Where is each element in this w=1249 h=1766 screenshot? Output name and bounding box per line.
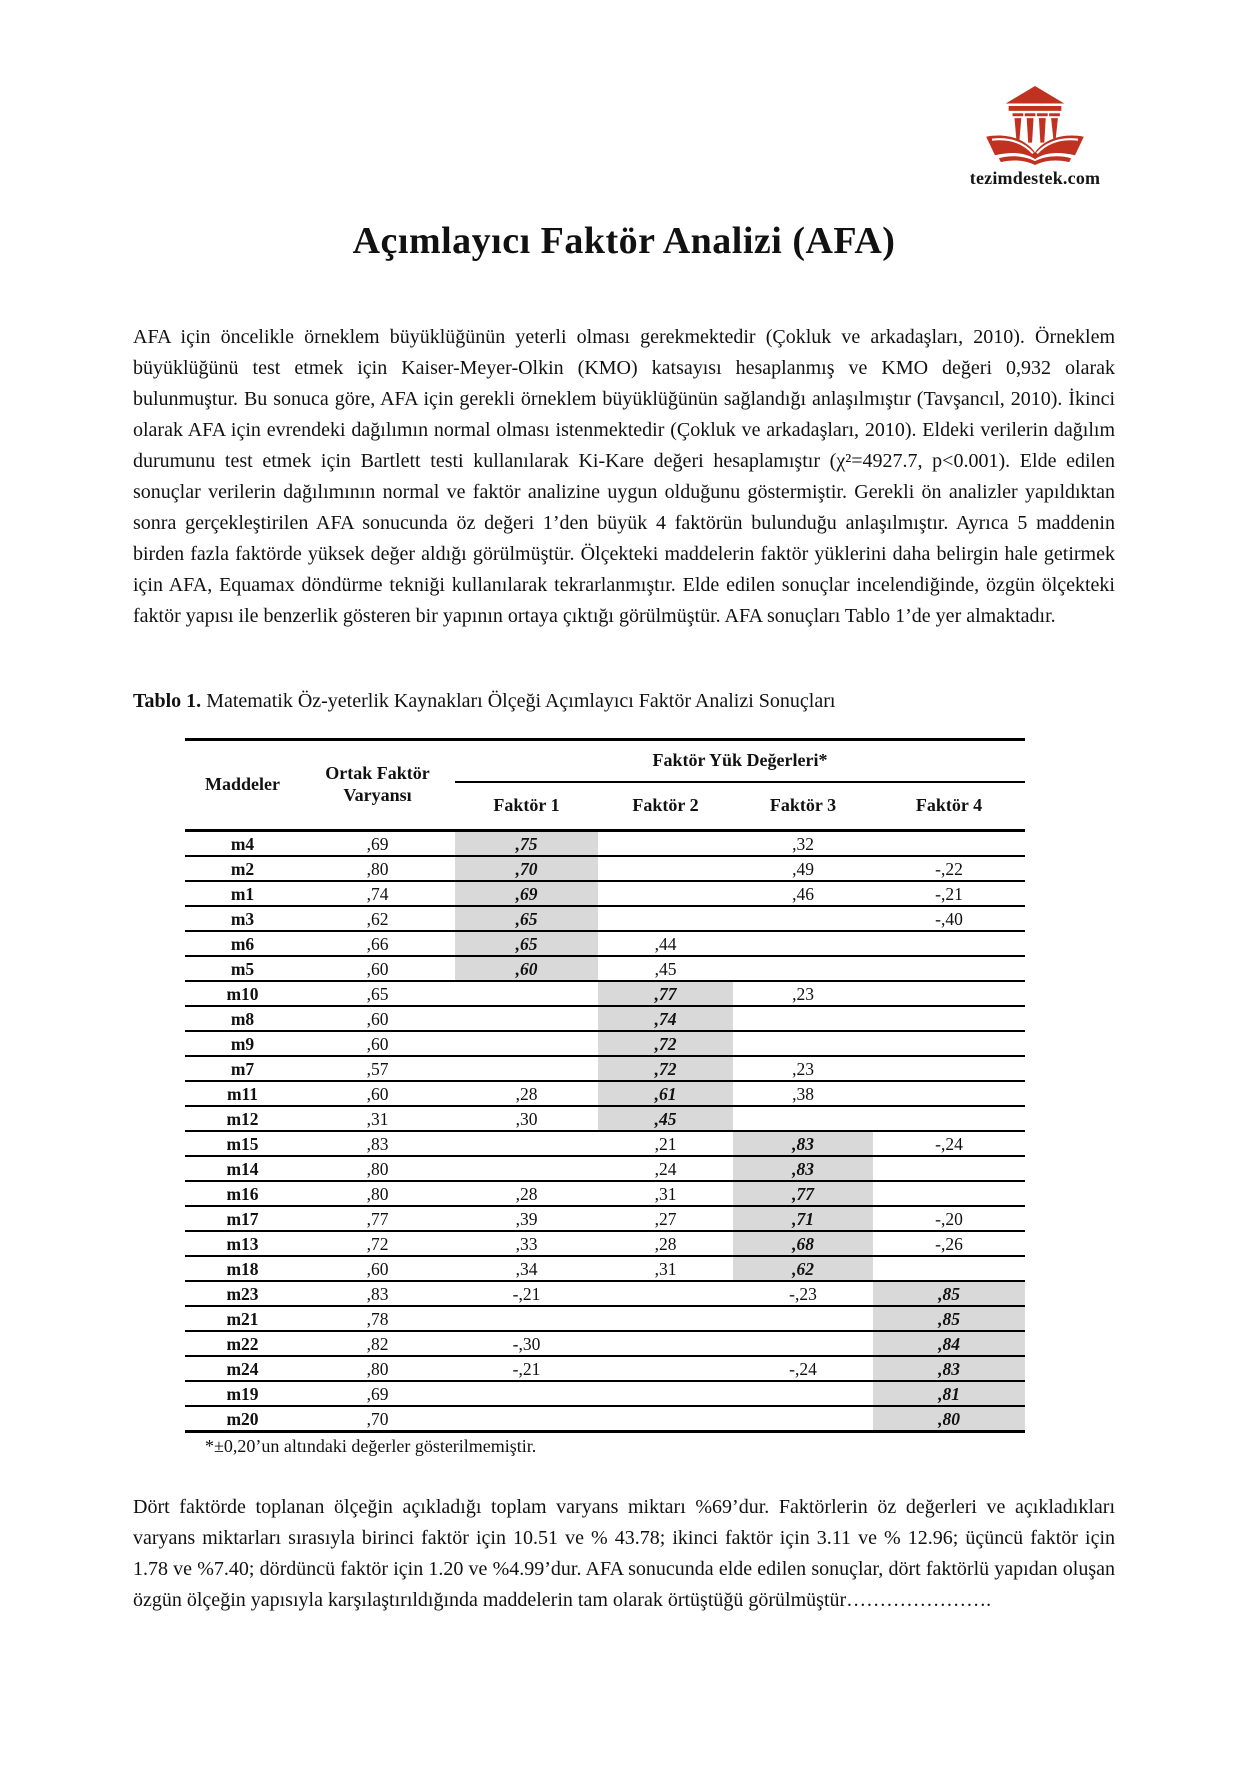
loading-value-cell bbox=[455, 1406, 598, 1432]
loading-value-cell: ,65 bbox=[455, 931, 598, 956]
column-header-maddeler: Maddeler bbox=[185, 740, 300, 831]
loading-value-cell: ,66 bbox=[300, 931, 455, 956]
loading-value-cell: ,27 bbox=[598, 1206, 733, 1231]
item-label-cell: m9 bbox=[185, 1031, 300, 1056]
loading-value-cell bbox=[873, 1056, 1025, 1081]
loading-value-cell: ,83 bbox=[300, 1131, 455, 1156]
table-row bbox=[185, 1056, 1025, 1081]
table-row bbox=[185, 1081, 1025, 1106]
loading-value-cell: ,80 bbox=[300, 1356, 455, 1381]
loading-value-cell: ,28 bbox=[455, 1181, 598, 1206]
table-row bbox=[185, 906, 1025, 931]
loading-value-cell bbox=[873, 1081, 1025, 1106]
loading-value-cell: -,30 bbox=[455, 1331, 598, 1356]
loading-value-cell: -,23 bbox=[733, 1281, 873, 1306]
loading-value-cell: ,62 bbox=[733, 1256, 873, 1281]
loading-value-cell bbox=[873, 1031, 1025, 1056]
item-label-cell: m6 bbox=[185, 931, 300, 956]
loading-value-cell: ,85 bbox=[873, 1281, 1025, 1306]
item-label-cell: m24 bbox=[185, 1356, 300, 1381]
loading-value-cell: ,74 bbox=[598, 1006, 733, 1031]
loading-value-cell: ,62 bbox=[300, 906, 455, 931]
loading-value-cell: ,74 bbox=[300, 881, 455, 906]
item-label-cell: m4 bbox=[185, 831, 300, 857]
table-row bbox=[185, 1031, 1025, 1056]
loading-value-cell: -,21 bbox=[455, 1281, 598, 1306]
loading-value-cell: ,71 bbox=[733, 1206, 873, 1231]
logo-site-name: tezimdestek.com bbox=[969, 168, 1101, 188]
loading-value-cell bbox=[873, 1156, 1025, 1181]
column-header-faktor-1: Faktör 1 bbox=[455, 782, 598, 831]
loading-value-cell: ,34 bbox=[455, 1256, 598, 1281]
item-label-cell: m8 bbox=[185, 1006, 300, 1031]
table-row bbox=[185, 1006, 1025, 1031]
loading-value-cell bbox=[455, 1031, 598, 1056]
loading-value-cell: ,72 bbox=[598, 1031, 733, 1056]
table-row bbox=[185, 956, 1025, 981]
table-caption-label: Tablo 1. bbox=[133, 690, 202, 712]
loading-value-cell: ,61 bbox=[598, 1081, 733, 1106]
item-label-cell: m12 bbox=[185, 1106, 300, 1131]
loading-value-cell: ,44 bbox=[598, 931, 733, 956]
column-header-faktor-3: Faktör 3 bbox=[733, 782, 873, 831]
table-row bbox=[185, 831, 1025, 857]
column-header-faktor-2: Faktör 2 bbox=[598, 782, 733, 831]
loading-value-cell bbox=[733, 1106, 873, 1131]
loading-value-cell: ,85 bbox=[873, 1306, 1025, 1331]
item-label-cell: m2 bbox=[185, 856, 300, 881]
loading-value-cell bbox=[873, 831, 1025, 857]
loading-value-cell: ,69 bbox=[300, 831, 455, 857]
intro-paragraph: AFA için öncelikle örneklem büyüklüğünün yeterli olması gerekmektedir (Çokluk ve arkadaşları, 2010). Örneklem büyüklüğünü test etmek için Kaiser-Meyer-Olkin (KMO) katsayısı hesaplanmış ve KMO değeri 0,932 olarak bulunmuştur. Bu sonuca göre, AFA için gerekli örneklem büyüklüğünün sağlandığı anlaşılmıştır (Tavşancıl, 2010). İkinci olarak AFA için evrendeki dağılımın normal olması istenmektedir (Çokluk ve arkadaşları, 2010). Eldeki verilerin dağılım durumunu test etmek için Bartlett testi kullanılarak Ki-Kare değeri hesaplamıştır (χ²=4927.7, p<0.001). Elde edilen sonuçlar verilerin dağılımının normal ve faktör analizine uygun olduğunu göstermiştir. Gerekli ön analizler yapıldıktan sonra gerçekleştirilen AFA sonucunda öz değeri 1’den büyük 4 faktörün bulunduğu anlaşılmıştır. Ayrıca 5 maddenin birden fazla faktörde yüksek değer aldığı görülmüştür. Ölçekteki maddelerin faktör yüklerini daha belirgin hale getirmek için AFA, Equamax döndürme tekniği kullanılarak tekrarlanmıştır. Elde edilen sonuçlar incelendiğinde, özgün ölçekteki faktör yapısı ile benzerlik gösteren bir yapının ortaya çıktığı görülmüştür. AFA sonuçları Tablo 1’de yer almaktadır. bbox=[133, 326, 1115, 627]
item-label-cell: m23 bbox=[185, 1281, 300, 1306]
loading-value-cell: ,78 bbox=[300, 1306, 455, 1331]
loading-value-cell: -,26 bbox=[873, 1231, 1025, 1256]
table-row bbox=[185, 1406, 1025, 1432]
table-row bbox=[185, 1206, 1025, 1231]
loading-value-cell: ,75 bbox=[455, 831, 598, 857]
table-row bbox=[185, 1356, 1025, 1381]
loading-value-cell: ,31 bbox=[598, 1256, 733, 1281]
loading-value-cell: -,21 bbox=[873, 881, 1025, 906]
item-label-cell: m10 bbox=[185, 981, 300, 1006]
table-row bbox=[185, 1106, 1025, 1131]
table-row bbox=[185, 881, 1025, 906]
item-label-cell: m17 bbox=[185, 1206, 300, 1231]
loading-value-cell bbox=[455, 1056, 598, 1081]
item-label-cell: m19 bbox=[185, 1381, 300, 1406]
loading-value-cell bbox=[733, 1031, 873, 1056]
loading-value-cell: ,46 bbox=[733, 881, 873, 906]
loading-value-cell bbox=[598, 881, 733, 906]
loading-value-cell: ,30 bbox=[455, 1106, 598, 1131]
loading-value-cell: ,65 bbox=[300, 981, 455, 1006]
tezimdestek-logo bbox=[950, 84, 1120, 189]
loading-value-cell: ,38 bbox=[733, 1081, 873, 1106]
loading-value-cell: -,21 bbox=[455, 1356, 598, 1381]
item-label-cell: m21 bbox=[185, 1306, 300, 1331]
loading-value-cell bbox=[455, 1306, 598, 1331]
loading-value-cell: ,83 bbox=[733, 1131, 873, 1156]
loading-value-cell bbox=[873, 1181, 1025, 1206]
loading-value-cell: ,57 bbox=[300, 1056, 455, 1081]
item-label-cell: m3 bbox=[185, 906, 300, 931]
table-footnote: *±0,20’un altındaki değerler gösterilmemiştir. bbox=[205, 1436, 537, 1456]
loading-value-cell bbox=[598, 906, 733, 931]
loading-value-cell: ,82 bbox=[300, 1331, 455, 1356]
afa-table-body bbox=[185, 831, 1025, 1432]
loading-value-cell: ,33 bbox=[455, 1231, 598, 1256]
loading-value-cell: ,60 bbox=[300, 1081, 455, 1106]
loading-value-cell: ,32 bbox=[733, 831, 873, 857]
loading-value-cell bbox=[873, 931, 1025, 956]
loading-value-cell: ,45 bbox=[598, 956, 733, 981]
loading-value-cell: ,83 bbox=[300, 1281, 455, 1306]
loading-value-cell bbox=[873, 956, 1025, 981]
loading-value-cell: ,49 bbox=[733, 856, 873, 881]
loading-value-cell bbox=[873, 981, 1025, 1006]
loading-value-cell: ,80 bbox=[873, 1406, 1025, 1432]
loading-value-cell: ,77 bbox=[598, 981, 733, 1006]
loading-value-cell: -,22 bbox=[873, 856, 1025, 881]
table-row bbox=[185, 1131, 1025, 1156]
loading-value-cell bbox=[598, 1356, 733, 1381]
item-label-cell: m7 bbox=[185, 1056, 300, 1081]
loading-value-cell: ,68 bbox=[733, 1231, 873, 1256]
loading-value-cell: ,70 bbox=[300, 1406, 455, 1432]
afa-results-table bbox=[185, 738, 1025, 1433]
table-row bbox=[185, 1256, 1025, 1281]
loading-value-cell: ,60 bbox=[300, 1256, 455, 1281]
loading-value-cell bbox=[598, 831, 733, 857]
loading-value-cell bbox=[598, 1406, 733, 1432]
loading-value-cell bbox=[598, 1281, 733, 1306]
loading-value-cell: ,69 bbox=[300, 1381, 455, 1406]
table-row bbox=[185, 981, 1025, 1006]
loading-value-cell: ,31 bbox=[598, 1181, 733, 1206]
loading-value-cell bbox=[733, 1006, 873, 1031]
loading-value-cell: ,77 bbox=[300, 1206, 455, 1231]
loading-value-cell: -,20 bbox=[873, 1206, 1025, 1231]
loading-value-cell: ,69 bbox=[455, 881, 598, 906]
loading-value-cell bbox=[733, 931, 873, 956]
loading-value-cell bbox=[733, 906, 873, 931]
table-row bbox=[185, 1381, 1025, 1406]
loading-value-cell: ,23 bbox=[733, 981, 873, 1006]
table-caption bbox=[133, 690, 1115, 713]
loading-value-cell bbox=[598, 1331, 733, 1356]
item-label-cell: m5 bbox=[185, 956, 300, 981]
results-paragraph: Dört faktörde toplanan ölçeğin açıkladığı toplam varyans miktarı %69’dur. Faktörlerin öz değerleri ve açıkladıkları varyans miktarları sırasıyla birinci faktör için 10.51 ve % 43.78; ikinci faktör için 3.11 ve % 12.96; üçüncü faktör için 1.78 ve %7.40; dördüncü faktör için 1.20 ve %4.99’dur. AFA sonucunda elde edilen sonuçlar, dört faktörlü yapıdan oluşan özgün ölçeğin yapısıyla karşılaştırıldığında maddelerin tam olarak örtüştüğü görülmüştür…………………. bbox=[133, 1496, 1115, 1611]
loading-value-cell: ,21 bbox=[598, 1131, 733, 1156]
loading-value-cell bbox=[733, 1406, 873, 1432]
loading-value-cell: ,60 bbox=[300, 1006, 455, 1031]
loading-value-cell bbox=[455, 1381, 598, 1406]
loading-value-cell: ,24 bbox=[598, 1156, 733, 1181]
loading-value-cell bbox=[598, 1306, 733, 1331]
loading-value-cell: ,60 bbox=[300, 1031, 455, 1056]
table-row bbox=[185, 931, 1025, 956]
table-row bbox=[185, 1306, 1025, 1331]
item-label-cell: m15 bbox=[185, 1131, 300, 1156]
loading-value-cell: ,83 bbox=[733, 1156, 873, 1181]
loading-value-cell: -,24 bbox=[733, 1356, 873, 1381]
loading-value-cell bbox=[455, 1006, 598, 1031]
loading-value-cell bbox=[873, 1006, 1025, 1031]
loading-value-cell bbox=[598, 856, 733, 881]
loading-value-cell bbox=[873, 1256, 1025, 1281]
loading-value-cell: ,31 bbox=[300, 1106, 455, 1131]
loading-value-cell bbox=[455, 981, 598, 1006]
table-row bbox=[185, 1181, 1025, 1206]
page-title: Açımlayıcı Faktör Analizi (AFA) bbox=[352, 220, 896, 263]
loading-value-cell: ,28 bbox=[598, 1231, 733, 1256]
loading-value-cell: ,80 bbox=[300, 1181, 455, 1206]
column-header-ortak-faktor-varyansi: Ortak Faktör Varyansı bbox=[300, 740, 455, 831]
loading-value-cell: ,83 bbox=[873, 1356, 1025, 1381]
loading-value-cell bbox=[733, 956, 873, 981]
loading-value-cell: ,81 bbox=[873, 1381, 1025, 1406]
loading-value-cell bbox=[733, 1331, 873, 1356]
loading-value-cell bbox=[455, 1156, 598, 1181]
item-label-cell: m11 bbox=[185, 1081, 300, 1106]
loading-value-cell: ,80 bbox=[300, 856, 455, 881]
loading-value-cell: ,72 bbox=[598, 1056, 733, 1081]
item-label-cell: m14 bbox=[185, 1156, 300, 1181]
column-header-faktor-4: Faktör 4 bbox=[873, 782, 1025, 831]
item-label-cell: m16 bbox=[185, 1181, 300, 1206]
item-label-cell: m22 bbox=[185, 1331, 300, 1356]
loading-value-cell: -,40 bbox=[873, 906, 1025, 931]
table-row bbox=[185, 1281, 1025, 1306]
loading-value-cell bbox=[455, 1131, 598, 1156]
column-group-header-faktor-yuk-degerleri: Faktör Yük Değerleri* bbox=[455, 740, 1025, 783]
loading-value-cell bbox=[873, 1106, 1025, 1131]
book-temple-logo-icon bbox=[950, 84, 1120, 166]
loading-value-cell: ,65 bbox=[455, 906, 598, 931]
loading-value-cell bbox=[733, 1381, 873, 1406]
table-header-row-1 bbox=[185, 740, 1025, 783]
loading-value-cell: ,80 bbox=[300, 1156, 455, 1181]
table-row bbox=[185, 1231, 1025, 1256]
loading-value-cell: -,24 bbox=[873, 1131, 1025, 1156]
table-row bbox=[185, 856, 1025, 881]
table-caption-text: Matematik Öz-yeterlik Kaynakları Ölçeği Açımlayıcı Faktör Analizi Sonuçları bbox=[201, 690, 836, 712]
item-label-cell: m13 bbox=[185, 1231, 300, 1256]
item-label-cell: m18 bbox=[185, 1256, 300, 1281]
loading-value-cell: ,23 bbox=[733, 1056, 873, 1081]
item-label-cell: m1 bbox=[185, 881, 300, 906]
loading-value-cell: ,45 bbox=[598, 1106, 733, 1131]
loading-value-cell bbox=[598, 1381, 733, 1406]
loading-value-cell: ,72 bbox=[300, 1231, 455, 1256]
loading-value-cell: ,28 bbox=[455, 1081, 598, 1106]
table-row bbox=[185, 1331, 1025, 1356]
loading-value-cell: ,84 bbox=[873, 1331, 1025, 1356]
item-label-cell: m20 bbox=[185, 1406, 300, 1432]
loading-value-cell: ,39 bbox=[455, 1206, 598, 1231]
loading-value-cell: ,60 bbox=[455, 956, 598, 981]
loading-value-cell: ,70 bbox=[455, 856, 598, 881]
loading-value-cell: ,77 bbox=[733, 1181, 873, 1206]
loading-value-cell bbox=[733, 1306, 873, 1331]
table-row bbox=[185, 1156, 1025, 1181]
loading-value-cell: ,60 bbox=[300, 956, 455, 981]
